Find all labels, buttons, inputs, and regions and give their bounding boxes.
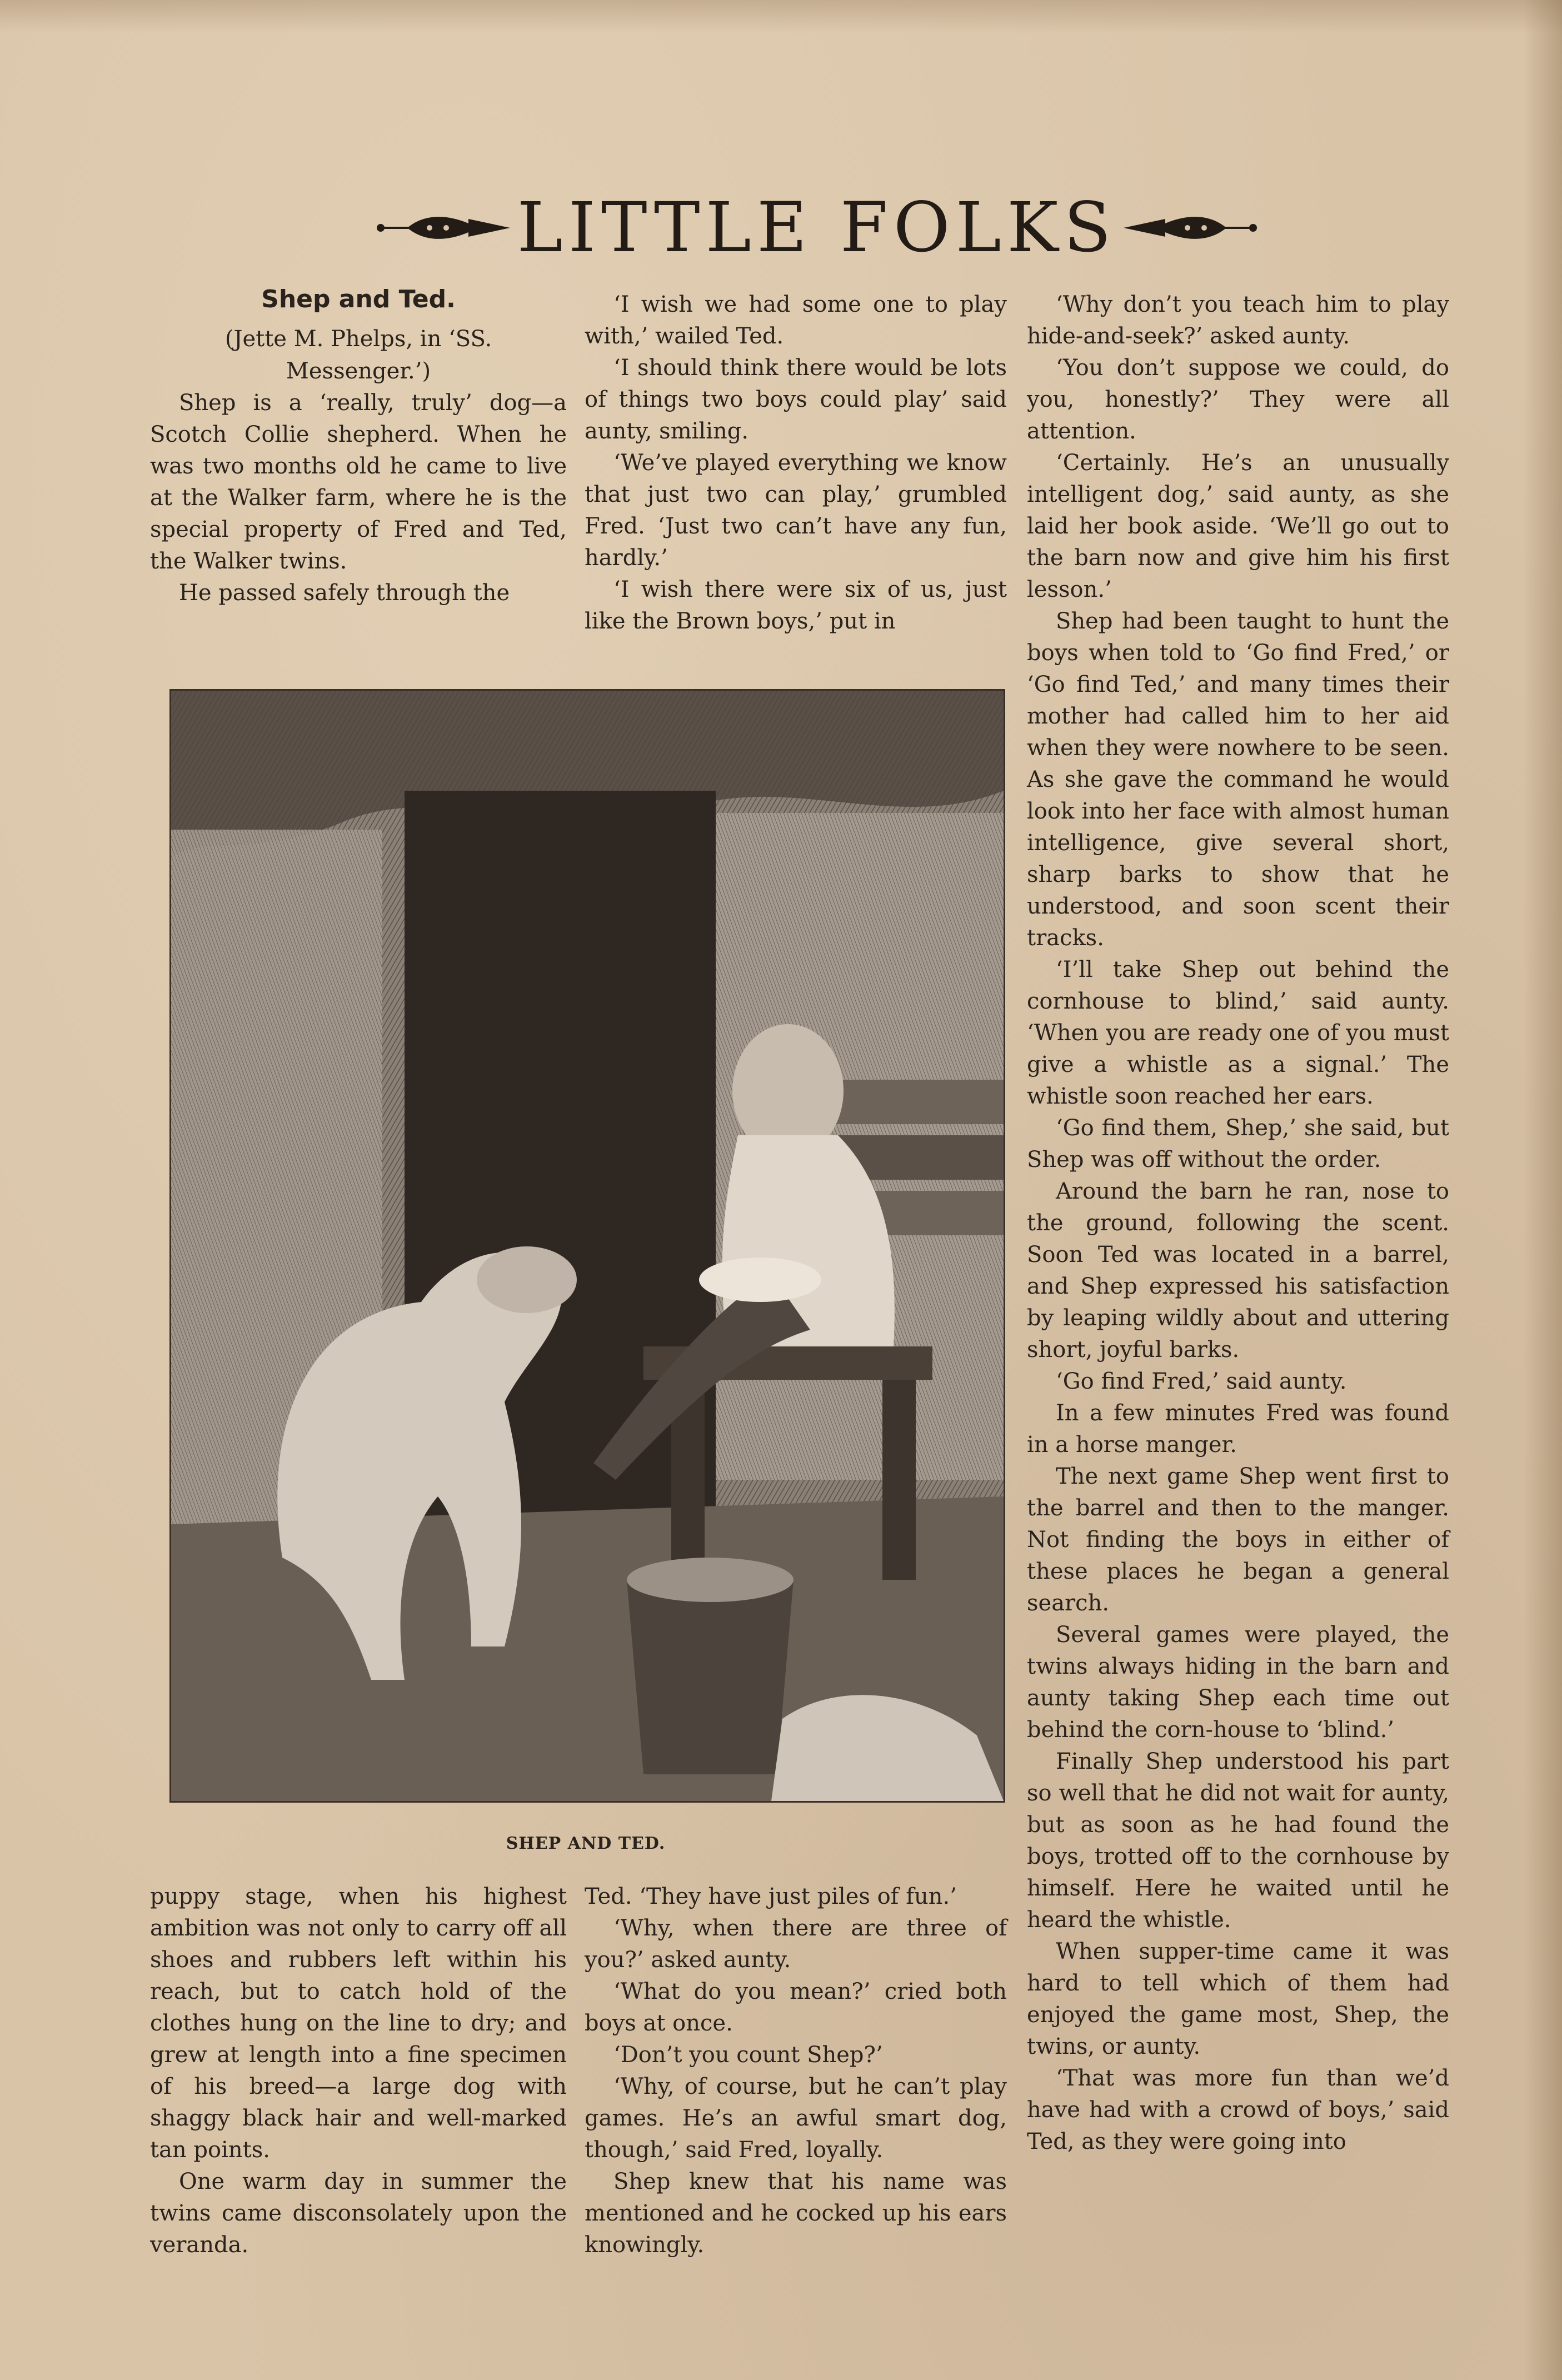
column-2-bottom bbox=[585, 1881, 1007, 2261]
paragraph: ‘Why, of course, but he can’t play games. He’s an awful smart dog, though,’ said Fred, loyally. bbox=[585, 2074, 1007, 2163]
masthead bbox=[328, 183, 1306, 272]
column-2-top bbox=[585, 289, 1007, 637]
paragraph: ‘I wish there were six of us, just like the Brown boys,’ put in bbox=[585, 577, 1007, 634]
page-shadow-top bbox=[0, 0, 1562, 33]
paragraph: One warm day in summer the twins came disconsolately upon the veranda. bbox=[150, 2169, 567, 2258]
column-1-bottom bbox=[150, 1881, 567, 2261]
paragraph: When supper-time came it was hard to tell which of them had enjoyed the game most, Shep, the twins, or aunty. bbox=[1027, 1939, 1449, 2059]
paragraph: Ted. ‘They have just piles of fun.’ bbox=[585, 1884, 957, 1909]
section-title: LITTLE FOLKS bbox=[517, 188, 1117, 268]
paragraph: ‘I wish we had some one to play with,’ wailed Ted. bbox=[585, 292, 1007, 349]
paragraph: ‘Certainly. He’s an unusually intelligent dog,’ said aunty, as she laid her book aside. ‘We’ll go out to the barn now and give him his first lesson.’ bbox=[1027, 450, 1449, 602]
byline: (Jette M. Phelps, in ‘SS. Messenger.’) bbox=[224, 326, 492, 384]
paragraph: In a few minutes Fred was found in a horse manger. bbox=[1027, 1400, 1449, 1458]
column-3 bbox=[1027, 289, 1449, 2158]
paragraph: Several games were played, the twins always hiding in the barn and aunty taking Shep each time out behind the corn-house to ‘blind.’ bbox=[1027, 1622, 1449, 1743]
paragraph: ‘I’ll take Shep out behind the cornhouse to blind,’ said aunty. ‘When you are ready one of you must give a whistle as a signal.’ The whistle soon reached her ears. bbox=[1027, 957, 1449, 1109]
paragraph: puppy stage, when his highest ambition was not only to carry off all shoes and rubbers left within his reach, but to catch hold of the clothes hung on the line to dry; and grew at length into a fine specimen of his breed—a large dog with shaggy black hair and well-marked tan points. bbox=[150, 1884, 567, 2163]
left-ornament-icon bbox=[374, 211, 513, 245]
paragraph: ‘What do you mean?’ cried both boys at once. bbox=[585, 1979, 1007, 2036]
paragraph: Around the barn he ran, nose to the ground, following the scent. Soon Ted was located in a barrel, and Shep expressed his satisfaction by leaping wildly about and uttering short, joyful barks. bbox=[1027, 1179, 1449, 1363]
paragraph: ‘That was more fun than we’d have had with a crowd of boys,’ said Ted, as they were going into bbox=[1027, 2065, 1449, 2154]
paragraph: ‘You don’t suppose we could, do you, honestly?’ They were all attention. bbox=[1027, 355, 1449, 444]
paragraph: He passed safely through the bbox=[179, 580, 510, 606]
paragraph: Shep had been taught to hunt the boys when told to ‘Go find Fred,’ or ‘Go find Ted,’ and many times their mother had called him to her aid when they were nowhere to be seen. As she gave the command he would look into her face with almost human intelligence, give several short, sharp barks to show that he understood, and soon scent their tracks. bbox=[1027, 608, 1449, 951]
paragraph: ‘Why don’t you teach him to play hide-and-seek?’ asked aunty. bbox=[1027, 292, 1449, 349]
paragraph: ‘Why, when there are three of you?’ asked aunty. bbox=[585, 1915, 1007, 1973]
right-ornament-icon bbox=[1121, 211, 1260, 245]
column-1-top bbox=[150, 283, 567, 609]
paragraph: ‘We’ve played everything we know that just two can play,’ grumbled Fred. ‘Just two can’t have any fun, hardly.’ bbox=[585, 450, 1007, 571]
page-shadow-right bbox=[1523, 0, 1562, 2380]
paragraph: ‘Go find Fred,’ said aunty. bbox=[1056, 1369, 1347, 1394]
paragraph: ‘Go find them, Shep,’ she said, but Shep was off without the order. bbox=[1027, 1115, 1449, 1172]
story-title: Shep and Ted. bbox=[261, 285, 456, 313]
illustration-shep-and-ted bbox=[169, 689, 1005, 1803]
paragraph: ‘Don’t you count Shep?’ bbox=[613, 2042, 883, 2068]
paragraph: Shep is a ‘really, truly’ dog—a Scotch Collie shepherd. When he was two months old he came to live at the Walker farm, where he is the special property of Fred and Ted, the Walker twins. bbox=[150, 390, 567, 574]
engraving-illustration bbox=[171, 691, 1004, 1801]
paragraph: Shep knew that his name was mentioned and he cocked up his ears knowingly. bbox=[585, 2169, 1007, 2258]
paragraph: The next game Shep went first to the barrel and then to the manger. Not finding the boys in either of these places he began a general search. bbox=[1027, 1464, 1449, 1616]
illustration-caption: SHEP AND TED. bbox=[506, 1834, 666, 1853]
paragraph: ‘I should think there would be lots of things two boys could play’ said aunty, smiling. bbox=[585, 355, 1007, 444]
paragraph: Finally Shep understood his part so well that he did not wait for aunty, but as soon as he had found the boys, trotted off to the cornhouse by himself. Here he waited until he heard the whistle. bbox=[1027, 1749, 1449, 1933]
